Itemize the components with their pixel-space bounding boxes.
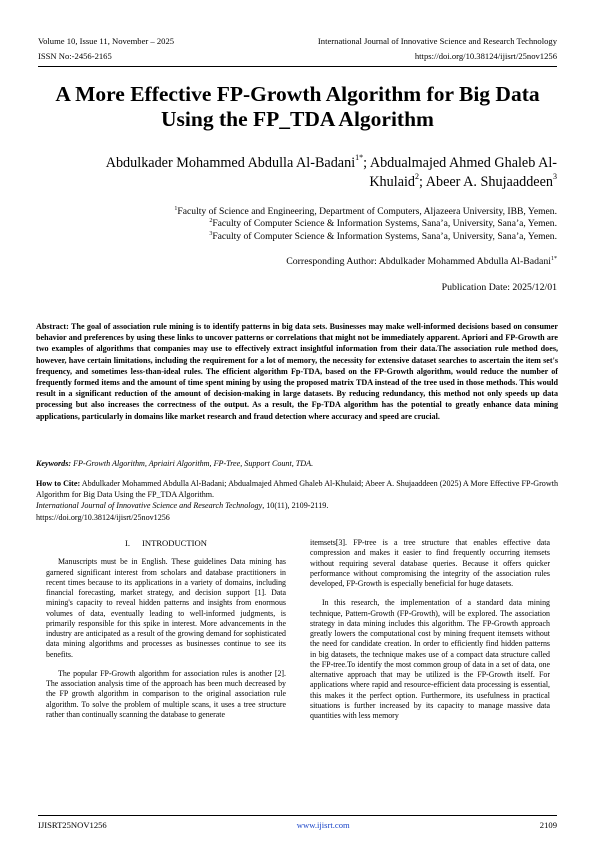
corresponding-author-text: Corresponding Author: Abdulkader Mohammed Abdulla Al-Badani xyxy=(286,256,551,267)
footer-website-link[interactable]: www.ijisrt.com xyxy=(296,820,350,830)
author-1: Abdulkader Mohammed Abdulla Al-Badani xyxy=(105,155,356,171)
header-doi-link[interactable]: https://doi.org/10.38124/ijisrt/25nov1256 xyxy=(414,51,557,61)
affiliation-1-text: Faculty of Science and Engineering, Department of Computers, Aljazeera University, IBB, Yemen. xyxy=(177,206,557,217)
affiliation-2-text: Faculty of Computer Science & Information Systems, Sana’a, University, Sana’a, Yemen. xyxy=(212,218,557,230)
affiliation-2-sup: 2 xyxy=(209,218,213,225)
keywords-label: Keywords: xyxy=(36,459,72,468)
paper-title: A More Effective FP-Growth Algorithm for Big Data Using the FP_TDA Algorithm xyxy=(55,82,540,131)
footer-rule xyxy=(38,815,557,816)
right-paragraph-2: In this research, the implementation of a standard data mining technique, Pattern-Growth (FP-Growth), will be explored. The association strategy in data mining includes this algorithm. The FP-Growth approach greatly lowers the computational cost by mining frequent itemsets without the need for candidate creation. In order to efficiently find hidden patterns in big datasets, the technique makes use of a compact data structure called the FP-tree.To identify the most common group of data in a set of data, one alternative approach that may be utilized is the FP-Growth itself. For applications where rapid and resource-efficient data processing is essential, this makes it the perfect option. Furthermore, its usefulness in practical situations is further increased by its capacity to manage massive data quantities with less memory xyxy=(310,598,550,720)
keywords xyxy=(36,459,558,468)
right-paragraph-1: itemsets[3]. FP-tree is a tree structure that enables effective data compression and makes it easier to find frequently occurring itemsets without requiring several database queries. Because it offers quicker performance without compromising the integrity of the association rules developed, FP-Growth is especially beneficial for huge datasets. xyxy=(310,538,550,588)
author-list xyxy=(38,154,557,192)
abstract-text: The goal of association rule mining is to identify patterns in big data sets. Businesses may make well-informed decisions based on consumer behavior and preferences by using these links to uncover patterns or correlations that might not be immediately apparent. Apriori and FP-Growth are two examples of algorithms that companies may use to effectively extract insightful information from their data.The association rule method does, however, have certain limitations, including the requirement for a lot of memory, the necessity for extensive dataset searches to ascertain the item set's frequency, and sometimes less-than-ideal rules. The efficient algorithm Fp-TDA, based on the FP-Growth algorithm, would reduce the number of frequently formed items and the amount of time spent mining by using the proposed matrix TDA instead of the tree used in those methods. This would result in a significant reduction of the amount of decision-making in large datasets. By reducing redundancy, this method not only speeds up data processing but also increases the correctness of the output. As a result, the Fp-TDA algorithm has the potential to greatly enhance data mining applications, particularly in domains like market research and fraud detection where accuracy and speed are crucial. xyxy=(36,322,558,421)
author-2-sup: 2 xyxy=(415,172,420,181)
author-2-part1: ; Abdualmajed Ahmed Ghaleb Al- xyxy=(363,155,557,171)
abstract-label: Abstract: xyxy=(36,322,69,331)
page-number: 2109 xyxy=(539,820,557,830)
citation-journal: International Journal of Innovative Science and Research Technology xyxy=(36,501,263,511)
affiliation-1 xyxy=(38,206,557,218)
journal-name: International Journal of Innovative Science and Research Technology xyxy=(317,36,557,46)
running-header-top xyxy=(38,36,557,47)
affiliation-3-sup: 3 xyxy=(209,230,213,237)
header-rule xyxy=(38,66,557,67)
left-paragraph-1: Manuscripts must be in English. These guidelines Data mining has garnered significant interest from scholars and database practitioners in recent times because to its applications in a variety of domains, including financial forecasting, market strategy, and decision support [1]. Data mining's capacity to reveal hidden patterns and insights from enormous volumes of data, eventually leading to well-informed judgments, is primarily responsible for this spike in interest. More advancements in the industry are anticipated as a result of the growing demand for sophisticated data mining algorithms and processes as businesses continue to see its benefits. xyxy=(46,557,286,659)
section-number: I. xyxy=(124,538,130,548)
citation-pages: , 10(11), 2109-2119. xyxy=(262,501,329,511)
author-1-sup: 1* xyxy=(355,153,364,162)
how-to-cite xyxy=(36,478,558,523)
section-heading xyxy=(46,538,286,548)
affiliations xyxy=(38,206,557,243)
abstract xyxy=(36,321,558,422)
issn: ISSN No:-2456-2165 xyxy=(38,51,112,61)
right-column xyxy=(310,538,550,721)
corresponding-author xyxy=(38,256,557,267)
affiliation-2 xyxy=(38,218,557,230)
left-column xyxy=(46,538,286,720)
author-3: ; Abeer A. Shujaaddeen xyxy=(419,174,553,190)
running-header-bottom xyxy=(38,51,557,62)
author-3-sup: 3 xyxy=(553,172,557,181)
page-footer xyxy=(38,820,557,830)
footer-paper-id: IJISRT25NOV1256 xyxy=(38,820,107,830)
corresponding-author-sup: 1* xyxy=(551,256,557,262)
section-title: INTRODUCTION xyxy=(142,538,207,548)
author-2-part2: Khulaid xyxy=(369,174,416,190)
affiliation-3 xyxy=(38,231,557,243)
volume-info: Volume 10, Issue 11, November – 2025 xyxy=(38,36,175,46)
left-paragraph-2: The popular FP-Growth algorithm for association rules is another [2]. The association analysis time of the approach has been much decreased by the FP growth algorithm in comparison to the original association rule algorithm. To solve the problem of multiple scans, it uses a tree structure rather than continually scanning the database to generate xyxy=(46,668,286,719)
affiliation-3-text: Faculty of Computer Science & Information Systems, Sana’a, University, Sana’a, Yemen. xyxy=(212,230,557,242)
affiliation-1-sup: 1 xyxy=(174,206,178,212)
publication-date: Publication Date: 2025/12/01 xyxy=(441,282,557,293)
how-to-cite-label: How to Cite: xyxy=(36,479,81,488)
citation-text: Abdulkader Mohammed Abdulla Al-Badani; Abdualmajed Ahmed Ghaleb Al-Khulaid; Abeer A. Shujaaddeen (2025) A More Effective FP-Growth Algorithm for Big Data Using the FP_TDA Algorithm. xyxy=(36,479,558,500)
keywords-text: FP-Growth Algorithm, Apriairi Algorithm, FP-Tree, Support Count, TDA. xyxy=(73,459,314,468)
citation-doi-link[interactable]: https://doi.org/10.38124/ijisrt/25nov1256 xyxy=(36,512,170,522)
